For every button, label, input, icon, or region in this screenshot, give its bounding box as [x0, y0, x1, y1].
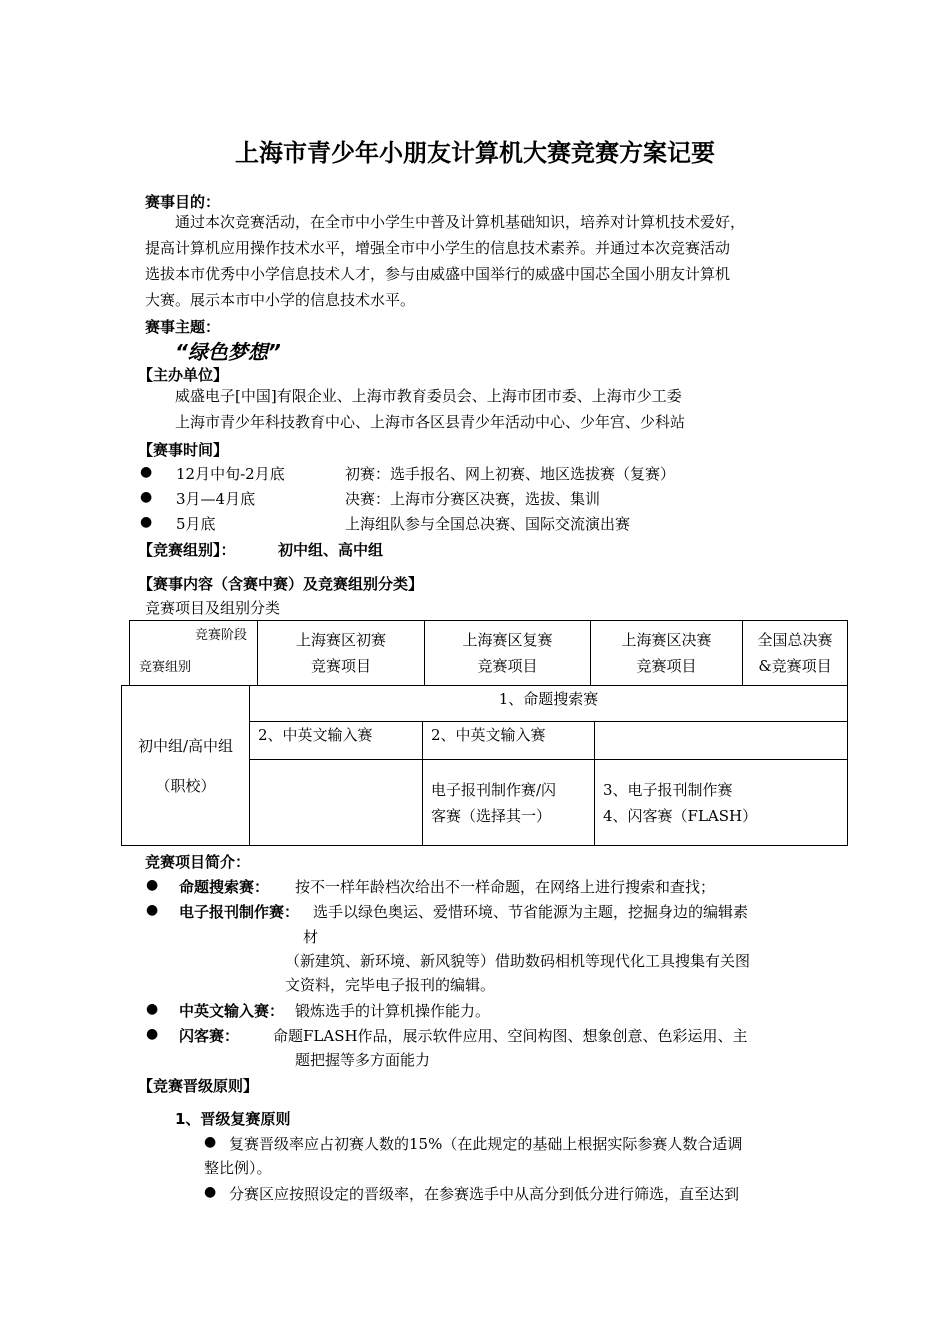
organizer-line: 上海市青少年科技教育中心、上海市各区县青少年活动中心、少年宫、少科站: [175, 413, 686, 431]
row3-line: 电子报刊制作赛/闪: [431, 780, 557, 799]
row3-cell: [423, 760, 595, 846]
group-line: （职校）: [155, 776, 216, 795]
intro-item-line: （新建筑、新环境、新风貌等）借助数码相机等现代化工具搜集有关图: [285, 952, 751, 970]
bullet-icon: ●: [204, 1134, 217, 1150]
purpose-line: 选拔本市优秀中小学信息技术人才，参与由威盛中国举行的威盛中国芯全国小朋友计算机: [145, 265, 731, 283]
bullet-icon: ●: [140, 489, 153, 505]
header-cell: [743, 621, 848, 686]
bullet-icon: ●: [146, 877, 159, 893]
bullet-icon: ●: [204, 1184, 217, 1200]
purpose-line: 提高计算机应用操作技术水平，增强全市中小学生的信息技术素养。并通过本次竞赛活动: [145, 239, 731, 257]
schedule-time: 5月底: [176, 515, 216, 533]
row3-line: 4、闪客赛（FLASH）: [603, 806, 758, 825]
theme-value: “绿色梦想”: [175, 340, 281, 364]
intro-item-name: 电子报刊制作赛：: [179, 903, 300, 921]
corner-cell: [130, 621, 258, 686]
theme-heading: 赛事主题：: [145, 318, 221, 336]
content-subheading: 竞赛项目及组别分类: [145, 599, 281, 617]
corner-top-label: 竞赛阶段: [194, 628, 247, 643]
table-body: [121, 685, 848, 846]
intro-item-name: 中英文输入赛：: [179, 1002, 285, 1020]
row3-cell: [595, 760, 848, 846]
schedule-time: 12月中旬-2月底: [176, 465, 285, 483]
header-cell: [258, 621, 425, 686]
promotion-line: 整比例）。: [204, 1159, 272, 1177]
schedule-time: 3月—4月底: [176, 490, 256, 508]
row3-cell-empty: [250, 760, 423, 846]
bullet-icon: ●: [146, 1026, 159, 1042]
schedule-heading: 【赛事时间】: [138, 441, 229, 459]
schedule-desc: 上海组队参与全国总决赛、国际交流演出赛: [345, 515, 631, 533]
schedule-desc: 决赛：上海市分赛区决赛，选拔、集训: [345, 490, 601, 508]
bullet-icon: ●: [146, 1001, 159, 1017]
purpose-line: 通过本次竞赛活动，在全市中小学生中普及计算机基础知识，培养对计算机技术爱好，: [175, 213, 746, 231]
row3-line: 3、电子报刊制作赛: [603, 780, 733, 799]
schedule-desc: 初赛：选手报名、网上初赛、地区选拔赛（复赛）: [345, 465, 676, 483]
organizer-line: 威盛电子[中国]有限企业、上海市教育委员会、上海市团市委、上海市少工委: [175, 387, 682, 405]
header-cell: [425, 621, 591, 686]
promotion-sub: 1、晋级复赛原则: [175, 1110, 291, 1128]
row2-cell: 2、中英文输入赛: [250, 722, 423, 760]
intro-item-line: 文资料，完毕电子报刊的编辑。: [285, 976, 496, 994]
intro-heading: 竞赛项目简介：: [145, 853, 251, 871]
promotion-heading: 【竞赛晋级原则】: [138, 1077, 259, 1095]
header-line: 竞赛项目: [636, 657, 697, 675]
content-heading: 【赛事内容（含赛中赛）及竞赛组别分类】: [138, 575, 424, 593]
intro-item-line: 按不一样年龄档次给出不一样命题，在网络上进行搜索和查找；: [295, 878, 716, 896]
intro-item-line: 选手以绿色奥运、爱惜环境、节省能源为主题，挖掘身边的编辑素: [313, 903, 749, 921]
promotion-line: 复赛晋级率应占初赛人数的15%（在此规定的基础上根据实际参赛人数合适调: [229, 1135, 743, 1153]
corner-bottom-label: 竞赛组别: [139, 660, 192, 675]
table-header: [129, 620, 848, 686]
intro-item-name: 闪客赛：: [179, 1027, 240, 1045]
header-line: 上海赛区复赛: [462, 631, 553, 649]
bullet-icon: ●: [146, 902, 159, 918]
row2-cell-empty: [595, 722, 848, 760]
bullet-icon: ●: [140, 514, 153, 530]
intro-item-line: 锻炼选手的计算机操作能力。: [295, 1002, 491, 1020]
page-title: 上海市青少年小朋友计算机大赛竞赛方案记要: [235, 139, 715, 167]
header-line: 竞赛项目: [310, 657, 371, 675]
purpose-line: 大赛。展示本市中小学的信息技术水平。: [145, 291, 416, 309]
intro-item-line: 材: [303, 928, 319, 946]
groups-value: 初中组、高中组: [278, 541, 384, 559]
header-cell: [591, 621, 743, 686]
organizer-heading: 【主办单位】: [138, 366, 229, 384]
header-line: &竞赛项目: [758, 657, 832, 675]
intro-item-line: 命题FLASH作品，展示软件应用、空间构图、想象创意、色彩运用、主: [273, 1027, 748, 1045]
header-line: 上海赛区初赛: [295, 631, 386, 649]
intro-item-line: 题把握等多方面能力: [295, 1051, 431, 1069]
row1-cell: 1、命题搜索赛: [250, 686, 848, 722]
group-cell: [122, 686, 250, 846]
groups-heading: 【竞赛组别】：: [138, 541, 236, 559]
intro-item-name: 命题搜索赛：: [179, 878, 270, 896]
header-line: 上海赛区决赛: [621, 631, 712, 649]
bullet-icon: ●: [140, 464, 153, 480]
group-line: 初中组/高中组: [137, 736, 234, 755]
purpose-heading: 赛事目的：: [145, 193, 221, 211]
row2-cell: 2、中英文输入赛: [423, 722, 595, 760]
header-line: 全国总决赛: [757, 631, 833, 649]
header-line: 竞赛项目: [477, 657, 538, 675]
row3-line: 客赛（选择其一）: [431, 806, 552, 825]
promotion-line: 分赛区应按照设定的晋级率，在参赛选手中从高分到低分进行筛选，直至达到: [229, 1185, 740, 1203]
